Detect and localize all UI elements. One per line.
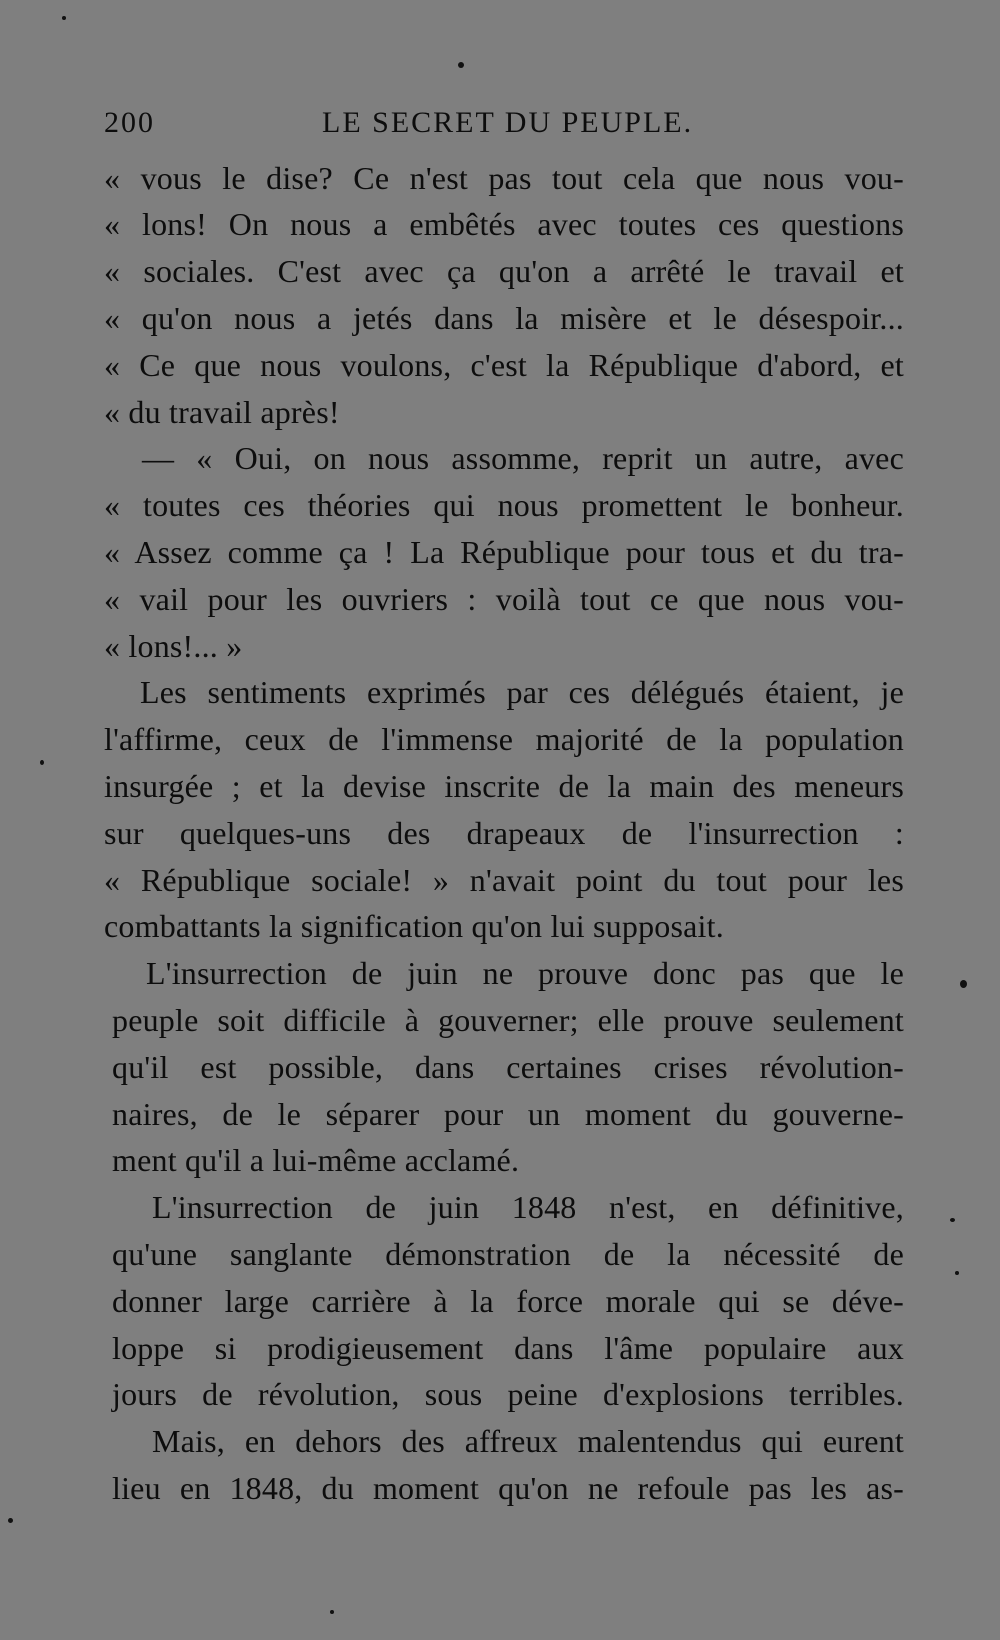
text-line: ment qu'il a lui-même acclamé. [112, 1142, 520, 1178]
text-line: loppe si prodigieusement dans l'âme populaire aux [112, 1330, 904, 1366]
text-line: « vous le dise? Ce n'est pas tout cela que nous vou- [104, 160, 904, 196]
text-line: « qu'on nous a jetés dans la misère et le désespoir... [104, 300, 904, 336]
running-title: LE SECRET DU PEUPLE. [322, 106, 694, 139]
text-line: l'affirme, ceux de l'immense majorité de la population [104, 721, 904, 757]
text-line: Les sentiments exprimés par ces délégués étaient, je [140, 674, 904, 710]
text-line: sur quelques-uns des drapeaux de l'insurrection : [104, 815, 904, 851]
page-header [104, 106, 904, 146]
scan-speck [960, 980, 967, 988]
text-line: « vail pour les ouvriers : voilà tout ce que nous vou- [104, 581, 904, 617]
text-line: « sociales. C'est avec ça qu'on a arrêté le travail et [104, 253, 904, 289]
scan-speck [950, 1218, 955, 1222]
text-line: Mais, en dehors des affreux malentendus qui eurent [152, 1423, 904, 1459]
scan-speck [62, 16, 66, 20]
text-line: « du travail après! [104, 394, 340, 430]
text-line: « lons! On nous a embêtés avec toutes ces questions [104, 206, 904, 242]
text-line: insurgée ; et la devise inscrite de la main des meneurs [104, 768, 904, 804]
scan-speck [955, 1271, 959, 1275]
scan-speck [40, 760, 44, 765]
text-line: peuple soit difficile à gouverner; elle prouve seulement [112, 1002, 904, 1038]
text-line: « lons!... » [104, 628, 243, 664]
text-line: donner large carrière à la force morale qui se déve- [112, 1283, 904, 1319]
text-line: « Ce que nous voulons, c'est la République d'abord, et [104, 347, 904, 383]
scan-speck [330, 1610, 334, 1614]
text-line: lieu en 1848, du moment qu'on ne refoule pas les as- [112, 1470, 904, 1506]
text-line: combattants la signification qu'on lui supposait. [104, 908, 724, 944]
text-line: « toutes ces théories qui nous promettent le bonheur. [104, 487, 904, 523]
text-line: naires, de le séparer pour un moment du gouverne- [112, 1096, 904, 1132]
text-line: — « Oui, on nous assomme, reprit un autre, avec [142, 440, 904, 476]
text-line: L'insurrection de juin 1848 n'est, en définitive, [152, 1189, 904, 1225]
text-line: jours de révolution, sous peine d'explosions terribles. [112, 1376, 904, 1412]
page-number: 200 [104, 106, 155, 139]
text-line: qu'une sanglante démonstration de la nécessité de [112, 1236, 904, 1272]
text-line: L'insurrection de juin ne prouve donc pas que le [146, 955, 904, 991]
scan-speck [8, 1518, 13, 1523]
scan-speck [458, 62, 464, 68]
text-line: qu'il est possible, dans certaines crises révolution- [112, 1049, 904, 1085]
text-line: « Assez comme ça ! La République pour tous et du tra- [104, 534, 904, 570]
text-line: « République sociale! » n'avait point du tout pour les [104, 862, 904, 898]
